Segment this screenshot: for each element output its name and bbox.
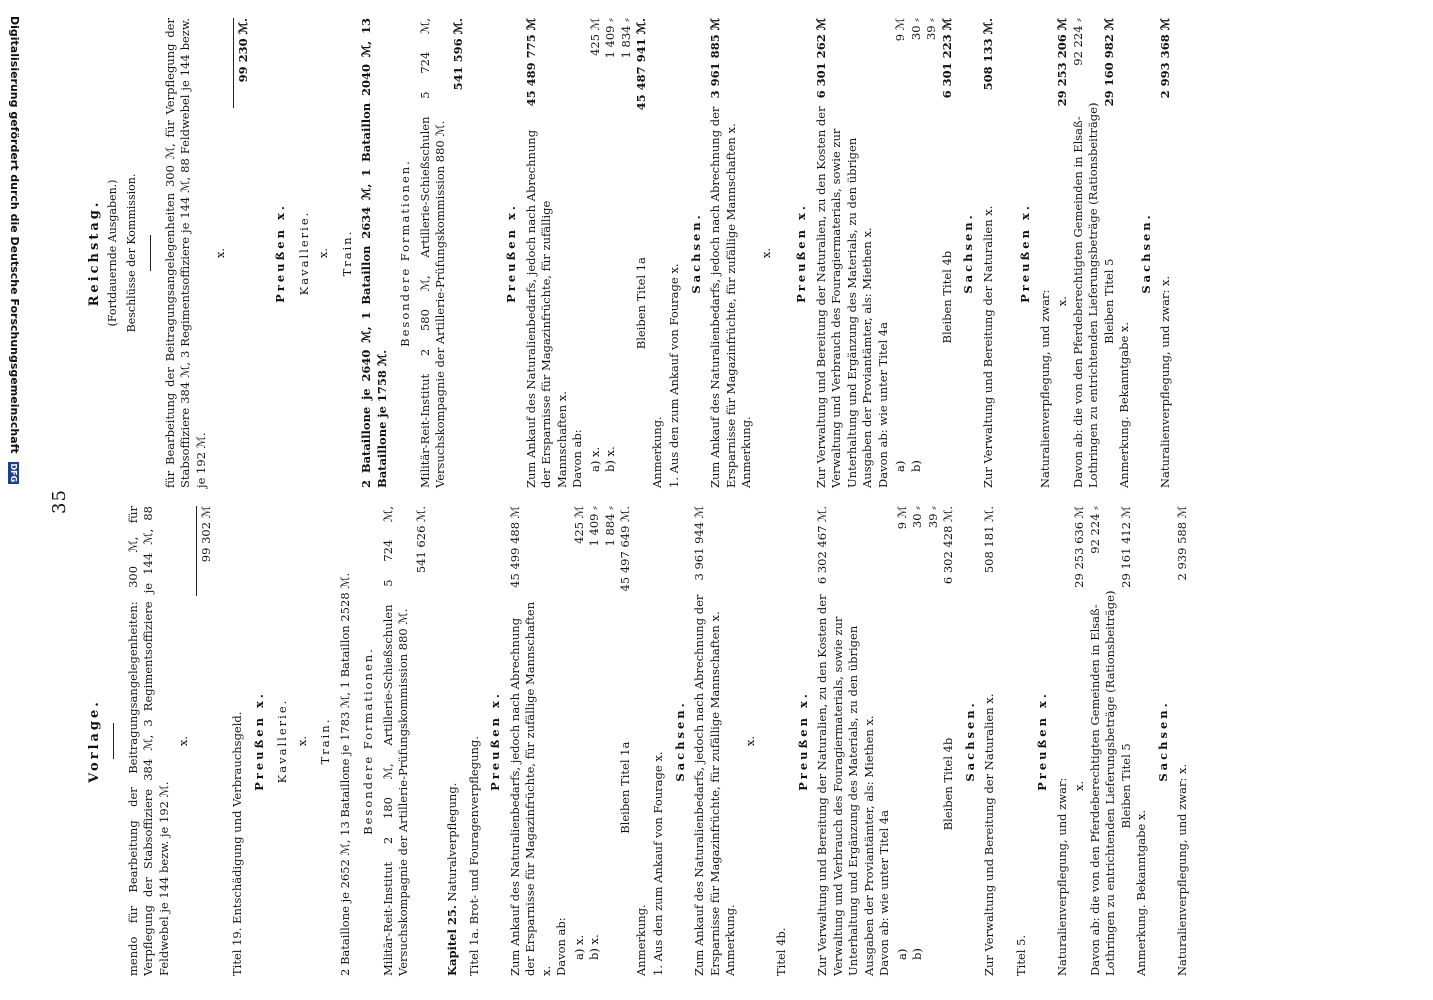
besondere-sum: 541 626 ℳ.	[413, 506, 428, 574]
titel-5-text: Naturalienverpflegung, und zwar:	[1054, 777, 1069, 976]
bleiben-5-label: Bleiben Titel 5	[1101, 258, 1116, 344]
davon2-a-row	[895, 506, 911, 976]
digitization-footer	[8, 16, 21, 484]
sachsen-heading: Sachsen.	[961, 212, 975, 294]
titel-5-davon-value: 92 224 ⸗	[1087, 506, 1102, 554]
sachsen-verwaltung-text: Zur Verwaltung und Bereitung der Naturalien x.	[980, 205, 995, 488]
bleiben-1a-row	[618, 506, 634, 976]
preussen-heading: Preußen x.	[1035, 691, 1049, 791]
etc-marker: x.	[213, 247, 227, 259]
preussen-heading: Preußen x.	[488, 691, 502, 791]
bleiben-4b-label: Bleiben Titel 4b	[939, 250, 954, 344]
sachsen-heading: Sachsen.	[1138, 212, 1153, 294]
besondere-sum: 541 596 ℳ.	[450, 18, 465, 91]
titel-4b-row	[814, 18, 876, 488]
davon2-b-value: 30 ⸗	[910, 506, 924, 529]
ankauf-sum: 45 489 775 ℳ	[523, 18, 538, 107]
anmerkung-label: Anmerkung.	[633, 904, 648, 976]
bleiben-1a-label: Bleiben Titel 1a	[634, 257, 648, 350]
page-number: 35	[49, 489, 70, 514]
fortdauernde-subheading: (Fortdauernde Ausgaben.)	[105, 179, 119, 327]
intro-text: mendo für Bearbeitung der Beitragungsangelegenheiten: 300 ℳ, für Verpflegung der Stabsoffiziere 384 ℳ, 3 Regimentsoffiziere je 144 ℳ, 88 Feldwebel je 144 bezw. je 192 ℳ.	[125, 506, 171, 976]
besondere-text: Militär-Reit-Institut 2 180 ℳ, Artillerie-Schießschulen 5 724 ℳ, Versuchskompagnie der Artillerie-Prüfungskommission 880 ℳ.	[380, 506, 410, 976]
bleiben-1a-value: 45 487 941 ℳ.	[634, 18, 648, 111]
sachsen-heading: Sachsen.	[672, 700, 687, 782]
ankauf-row	[508, 506, 555, 976]
sachsen-ankauf-value: 3 961 944 ℳ	[692, 506, 706, 581]
titel-4b-row	[815, 506, 877, 976]
davon-ab-2-label: Davon ab: wie unter Titel 4a	[875, 322, 890, 488]
davon2-a-label: a)	[893, 460, 907, 472]
train-heading: Train.	[318, 717, 332, 765]
sachsen-heading: Sachsen.	[1155, 700, 1170, 782]
kapitel-heading	[445, 506, 461, 976]
train-text: 2 Bataillone je 2640 ℳ, 1 Bataillon 2634 ℳ, 1 Bataillon 2040 ℳ, 13 Bataillone je 1758 ℳ.	[359, 18, 389, 488]
bleiben-5-value: 29 160 982 ℳ	[1101, 18, 1116, 107]
davon2-total: 39 ⸗	[925, 506, 940, 529]
sachsen-heading: Sachsen.	[962, 700, 977, 782]
etc-marker: x.	[742, 735, 757, 747]
preussen-heading: Preußen x.	[251, 691, 266, 791]
titel-4b-text: Zur Verwaltung und Bereitung der Naturalien, zu den Kosten der Verwaltung und Verbrauch des Fouragiermaterials, sowie zur Unterhaltung und Ergänzung des Materials, zu den übrigen Ausgaben der Proviantämter, als: Miethen x.	[815, 594, 876, 976]
sachsen-ankauf-value: 3 961 885 ℳ	[708, 18, 722, 99]
davon-b-label: b) x.	[603, 446, 617, 472]
footer-text: Digitalisierung gefördert durch die Deutsche Forschungsgemeinschaft	[8, 16, 21, 454]
train-text: 2 Bataillone je 2652 ℳ, 13 Bataillone je 1783 ℳ, 1 Bataillon 2528 ℳ.	[337, 572, 352, 976]
titel-5-sum-row	[1055, 18, 1071, 488]
davon-b-row	[587, 506, 603, 976]
titel-19-heading: Titel 19. Entschädigung und Verbrauchsgeld.	[230, 711, 244, 976]
titel-4b-heading: Titel 4b.	[774, 927, 788, 976]
sachsen-verwaltung-value: 508 133 ℳ.	[980, 18, 995, 91]
etc-marker: x.	[316, 247, 330, 259]
davon-a-label: a) x.	[587, 446, 602, 472]
sachsen-verwaltung-row	[982, 506, 998, 976]
davon2-b-label: b)	[910, 948, 924, 960]
bleiben-4b-row	[940, 18, 956, 488]
etc-marker: x.	[758, 247, 773, 259]
sachsen-ankauf-row	[692, 506, 723, 976]
davon2-a-value: 9 ℳ	[893, 18, 907, 42]
anmerkung-3-text: Anmerkung. Bekanntgabe x.	[1117, 321, 1131, 488]
final-row	[1175, 506, 1191, 976]
davon2-a-label: a)	[894, 948, 909, 960]
titel-5-davon-row	[1071, 18, 1102, 488]
davon-ab-2-label: Davon ab: wie unter Titel 4a	[877, 810, 891, 976]
sachsen-heading: Sachsen.	[688, 212, 703, 294]
preussen-heading: Preußen x.	[794, 203, 808, 303]
anmerkung-label: Anmerkung.	[739, 416, 753, 488]
sachsen-ankauf-row	[708, 18, 739, 488]
kapitel-number: Kapitel 25.	[445, 905, 459, 976]
titel-1a-heading: Titel 1a. Brot- und Fouragenverpflegung.	[466, 736, 481, 976]
sachsen-verwaltung-value: 508 181 ℳ.	[982, 506, 996, 574]
davon-b-label: b) x.	[587, 934, 601, 960]
train-heading: Train.	[339, 229, 354, 277]
heading-rule	[150, 235, 151, 271]
davon2-b-value: 30 ⸗	[908, 18, 923, 41]
ankauf-sum: 45 499 488 ℳ	[507, 506, 522, 588]
bleiben-1a-label: Bleiben Titel 1a	[618, 741, 632, 834]
bleiben-4b-label: Bleiben Titel 4b	[941, 737, 955, 831]
final-text: Naturalienverpflegung, und zwar: x.	[1175, 763, 1189, 976]
davon-ab-label: Davon ab:	[554, 917, 568, 976]
titel-5-davon-row	[1088, 506, 1119, 976]
vorlage-column	[81, 506, 1191, 976]
davon-a-row	[572, 506, 588, 976]
besondere-heading: Besondere Formationen.	[361, 647, 375, 835]
bleiben-5-row	[1119, 506, 1135, 976]
reichstag-heading: Reichstag.	[87, 199, 102, 307]
anmerkung-label: Anmerkung.	[723, 904, 737, 976]
kommission-column	[81, 18, 1174, 488]
heading-rule	[113, 723, 114, 759]
titel-4b-value: 6 302 467 ℳ.	[815, 506, 829, 585]
titel-5-sum-row	[1072, 506, 1088, 976]
kavallerie-heading: Kavallerie.	[296, 210, 311, 296]
sum-rule	[233, 18, 234, 108]
davon2-total: 39 ⸗	[924, 18, 938, 41]
beschluss-heading: Beschlüsse der Kommission.	[125, 173, 138, 333]
anmerkung-1-text: 1. Aus den zum Ankauf von Fourage x.	[667, 263, 681, 488]
davon2-b-row	[909, 18, 925, 488]
anmerkung-3-text: Anmerkung. Bekanntgabe x.	[1134, 809, 1148, 976]
ankauf-row	[524, 18, 571, 488]
titel-4b-value: 6 301 262 ℳ	[813, 18, 828, 99]
davon2-a-value: 9 ℳ	[894, 506, 909, 530]
davon-a-label: a) x.	[571, 934, 586, 960]
davon2-b-label: b)	[908, 460, 923, 472]
final-value: 2 939 588 ℳ	[1175, 506, 1189, 581]
sachsen-ankauf-text: Zum Ankauf des Naturalienbedarfs, jedoch nach Abrechnung der Ersparnisse für Magazinfrüchte, für zufällige Mannschaften x.	[708, 106, 738, 488]
ankauf-text: Zum Ankauf des Naturalienbedarfs, jedoch nach Abrechnung der Ersparnisse für Magazinfrüchte, für zufällige Mannschaften x.	[523, 129, 569, 488]
etc-marker: x.	[1055, 296, 1069, 307]
intro-sum: 99 230 ℳ.	[235, 18, 250, 83]
intro-sum: 99 302 ℳ	[198, 506, 213, 563]
davon-b-value: 1 409 ⸗	[603, 18, 617, 59]
besondere-heading: Besondere Formationen.	[398, 159, 412, 347]
davon-a-row	[588, 18, 604, 488]
titel-5-sum: 29 253 206 ℳ	[1055, 18, 1069, 107]
preussen-heading: Preußen x.	[795, 691, 810, 791]
preussen-heading: Preußen x.	[1018, 203, 1032, 303]
etc-marker: x.	[176, 735, 190, 747]
titel-5-davon-text: Davon ab: die von den Pferdeberechtigten Gemeinden in Elsaß-Lothringen zu entrichtenden Lieferungsbeträge (Rationsbeiträge)	[1087, 590, 1117, 976]
davon-total: 1 834 ⸗	[618, 18, 633, 59]
anmerkung-label: Anmerkung.	[649, 416, 664, 488]
titel-5-text: Naturalienverpflegung, und zwar:	[1037, 289, 1052, 488]
intro-text: für Bearbeitung der Beitragungsangelegenheiten 300 ℳ, für Verpflegung der Stabsoffiziere 384 ℳ, 3 Regimentsoffiziere je 144 ℳ, 88 Feldwebel je 144 bezw. je 192 ℳ.	[162, 18, 208, 488]
anmerkung-1-text: 1. Aus den zum Ankauf von Fourage x.	[651, 751, 665, 976]
titel-5-davon-value: 92 224 ⸗	[1070, 18, 1085, 66]
bleiben-4b-row	[941, 506, 957, 976]
bleiben-4b-value: 6 301 223 ℳ	[939, 18, 954, 99]
davon2-b-row	[910, 506, 926, 976]
bleiben-5-label: Bleiben Titel 5	[1118, 743, 1133, 829]
titel-4b-text: Zur Verwaltung und Bereitung der Naturalien, zu den Kosten der Verwaltung und Verbrauch des Fouragiermaterials, sowie zur Unterhaltung und Ergänzung des Materials, zu den übrigen Ausgaben der Proviantämter, als: Miethen x.	[813, 106, 874, 488]
page-content	[1, 0, 1433, 1000]
ankauf-text: Zum Ankauf des Naturalienbedarfs, jedoch nach Abrechnung der Ersparnisse für Magazinfrüchte, für zufällige Mannschaften x.	[507, 601, 553, 976]
preussen-heading: Preußen x.	[504, 203, 518, 303]
davon-b-value: 1 409 ⸗	[587, 506, 601, 547]
davon2-a-row	[893, 18, 909, 488]
sachsen-verwaltung-text: Zur Verwaltung und Bereitung der Naturalien x.	[982, 693, 996, 976]
bleiben-5-row	[1102, 18, 1118, 488]
preussen-heading: Preußen x.	[273, 203, 287, 303]
kapitel-title: Naturalverpflegung.	[445, 782, 459, 902]
davon-a-value: 425 ℳ	[571, 506, 586, 544]
dfg-logo-icon: DFG	[9, 463, 19, 483]
final-row	[1158, 18, 1174, 488]
besondere-text: Militär-Reit-Institut 2 580 ℳ, Artillerie-Schießschulen 5 724 ℳ, Versuchskompagnie der Artillerie-Prüfungskommission 880 ℳ.	[417, 18, 447, 488]
etc-marker: x.	[294, 735, 309, 747]
titel-5-davon-text: Davon ab: die von den Pferdeberechtigten Gemeinden in Elsaß-Lothringen zu entrichtenden Lieferungsbeträge (Rationsbeiträge)	[1070, 102, 1100, 488]
sachsen-ankauf-text: Zum Ankauf des Naturalienbedarfs, jedoch nach Abrechnung der Ersparnisse für Magazinfrüchte, für zufällige Mannschaften x.	[692, 594, 722, 976]
kavallerie-heading: Kavallerie.	[275, 698, 289, 784]
vorlage-heading: Vorlage.	[87, 699, 102, 783]
davon-total: 1 884 ⸗	[602, 506, 617, 547]
bleiben-4b-value: 6 302 428 ℳ.	[941, 506, 955, 585]
bleiben-5-value: 29 161 412 ℳ	[1118, 506, 1133, 588]
sachsen-verwaltung-row	[981, 18, 997, 488]
bleiben-1a-row	[634, 18, 650, 488]
titel-5-sum: 29 253 636 ℳ	[1072, 506, 1086, 588]
final-value: 2 993 368 ℳ	[1158, 18, 1172, 99]
davon-b-row	[603, 18, 619, 488]
final-text: Naturalienverpflegung, und zwar: x.	[1158, 275, 1172, 488]
etc-marker: x.	[1072, 780, 1086, 791]
davon-ab-label: Davon ab:	[570, 429, 584, 488]
titel-5-heading: Titel 5.	[1013, 934, 1028, 976]
sum-rule	[196, 506, 197, 596]
bleiben-1a-value: 45 497 649 ℳ.	[618, 506, 632, 592]
davon-a-value: 425 ℳ	[587, 18, 602, 56]
